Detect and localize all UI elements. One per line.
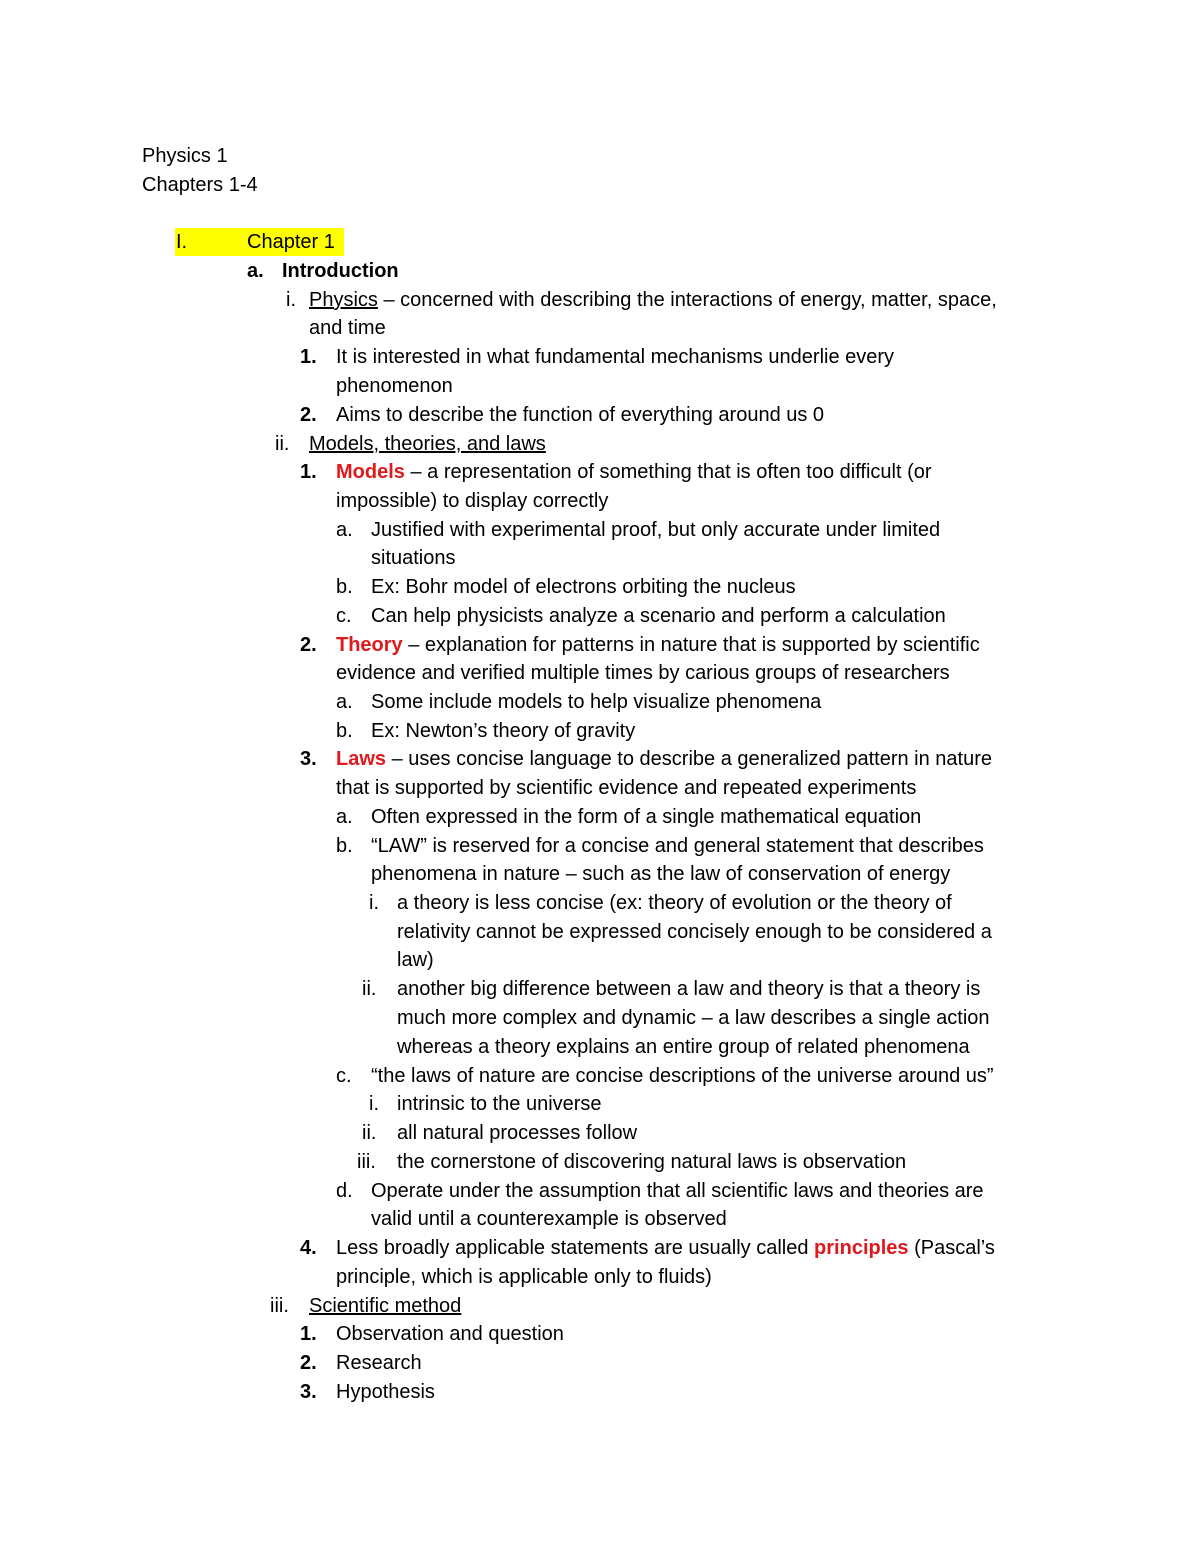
theory-sub-b-line-1: Ex: Newton’s theory of gravity	[371, 720, 636, 742]
laws-sub-b-i-line-2: relativity cannot be expressed concisely enough to be considered a	[397, 921, 992, 943]
method-marker: iii.	[270, 1295, 289, 1317]
models-line-1	[336, 458, 932, 486]
method-step-1: Observation and question	[336, 1323, 564, 1345]
models-section-heading: Models, theories, and laws	[309, 433, 546, 455]
method-step-1-marker: 1.	[300, 1323, 317, 1345]
models-sub-a-line-1: Justified with experimental proof, but only accurate under limited	[371, 519, 941, 541]
physics-def-1: – concerned with describing the interactions of energy, matter, space,	[377, 289, 997, 311]
theory-sub-a-line-1: Some include models to help visualize phenomena	[371, 691, 822, 713]
laws-sub-b-ii-line-1: another big difference between a law and theory is that a theory is	[397, 978, 981, 1000]
laws-sub-b-i-line-3: law)	[397, 949, 434, 971]
theory-marker: 2.	[300, 634, 317, 656]
physics-item-2-marker: 2.	[300, 404, 317, 426]
physics-item-1-line-2: phenomenon	[336, 375, 453, 397]
laws-sub-c-i-line-1: intrinsic to the universe	[397, 1093, 602, 1115]
intro-marker: a.	[247, 260, 264, 282]
laws-sub-c-marker: c.	[336, 1065, 352, 1087]
physics-def-2: and time	[309, 317, 386, 339]
models-sub-c-marker: c.	[336, 605, 352, 627]
theory-def-2: evidence and verified multiple times by carious groups of researchers	[336, 662, 950, 684]
laws-sub-b-ii-marker: ii.	[362, 978, 377, 1000]
theory-line-1	[336, 631, 980, 659]
physics-marker: i.	[286, 289, 296, 311]
laws-sub-b-ii-line-2: much more complex and dynamic – a law describes a single action	[397, 1007, 990, 1029]
models-sub-b-marker: b.	[336, 576, 353, 598]
principles-marker: 4.	[300, 1237, 317, 1259]
models-sub-a-marker: a.	[336, 519, 353, 541]
physics-line-1	[309, 286, 997, 314]
laws-sub-a-line-1: Often expressed in the form of a single mathematical equation	[371, 806, 922, 828]
method-step-2: Research	[336, 1352, 422, 1374]
models-marker: 1.	[300, 461, 317, 483]
physics-term: Physics	[309, 289, 378, 311]
laws-sub-b-line-1: “LAW” is reserved for a concise and general statement that describes	[371, 835, 984, 857]
models-def-2: impossible) to display correctly	[336, 490, 609, 512]
laws-def-1: – uses concise language to describe a generalized pattern in nature	[386, 748, 992, 770]
method-step-3-marker: 3.	[300, 1381, 317, 1403]
laws-sub-b-marker: b.	[336, 835, 353, 857]
principles-pre: Less broadly applicable statements are usually called	[336, 1237, 815, 1259]
laws-sub-c-line-1: “the laws of nature are concise descriptions of the universe around us”	[371, 1065, 994, 1087]
laws-sub-c-i-marker: i.	[369, 1093, 379, 1115]
chapter-marker: I.	[176, 231, 188, 253]
principles-line-1	[336, 1234, 995, 1262]
laws-sub-b-line-2: phenomena in nature – such as the law of conservation of energy	[371, 863, 951, 885]
laws-sub-c-ii-marker: ii.	[362, 1122, 377, 1144]
physics-item-1-line-1: It is interested in what fundamental mechanisms underlie every	[336, 346, 895, 368]
models-sub-a-line-2: situations	[371, 547, 456, 569]
models-sub-b-line-1: Ex: Bohr model of electrons orbiting the nucleus	[371, 576, 796, 598]
theory-sub-a-marker: a.	[336, 691, 353, 713]
principles-term: principles	[814, 1237, 909, 1259]
method-step-3: Hypothesis	[336, 1381, 435, 1403]
laws-sub-c-ii-line-1: all natural processes follow	[397, 1122, 638, 1144]
document-title: Physics 1	[142, 145, 228, 167]
laws-def-2: that is supported by scientific evidence and repeated experiments	[336, 777, 917, 799]
models-def-1: – a representation of something that is often too difficult (or	[404, 461, 932, 483]
theory-def-1: – explanation for patterns in nature that is supported by scientific	[402, 634, 980, 656]
theory-term: Theory	[336, 634, 403, 656]
models-sub-c-line-1: Can help physicists analyze a scenario and perform a calculation	[371, 605, 946, 627]
laws-sub-d-marker: d.	[336, 1180, 353, 1202]
theory-sub-b-marker: b.	[336, 720, 353, 742]
laws-sub-d-line-1: Operate under the assumption that all scientific laws and theories are	[371, 1180, 984, 1202]
laws-sub-d-line-2: valid until a counterexample is observed	[371, 1208, 727, 1230]
method-heading: Scientific method	[309, 1295, 462, 1317]
laws-sub-c-iii-marker: iii.	[357, 1151, 376, 1173]
laws-sub-b-ii-line-3: whereas a theory explains an entire group of related phenomena	[397, 1036, 970, 1058]
laws-sub-c-iii-line-1: the cornerstone of discovering natural laws is observation	[397, 1151, 907, 1173]
laws-term: Laws	[336, 748, 387, 770]
physics-item-1-marker: 1.	[300, 346, 317, 368]
physics-item-2-line-1: Aims to describe the function of everything around us 0	[336, 404, 825, 426]
laws-sub-b-i-marker: i.	[369, 892, 379, 914]
laws-sub-a-marker: a.	[336, 806, 353, 828]
intro-heading: Introduction	[282, 260, 399, 282]
models-term: Models	[336, 461, 405, 483]
method-step-2-marker: 2.	[300, 1352, 317, 1374]
models-section-marker: ii.	[275, 433, 290, 455]
laws-line-1	[336, 745, 992, 773]
laws-sub-b-i-line-1: a theory is less concise (ex: theory of evolution or the theory of	[397, 892, 952, 914]
document-subtitle: Chapters 1-4	[142, 174, 258, 196]
laws-marker: 3.	[300, 748, 317, 770]
principles-line-2: principle, which is applicable only to fluids)	[336, 1266, 712, 1288]
chapter-title: Chapter 1	[247, 231, 335, 253]
principles-post: (Pascal’s	[908, 1237, 995, 1259]
